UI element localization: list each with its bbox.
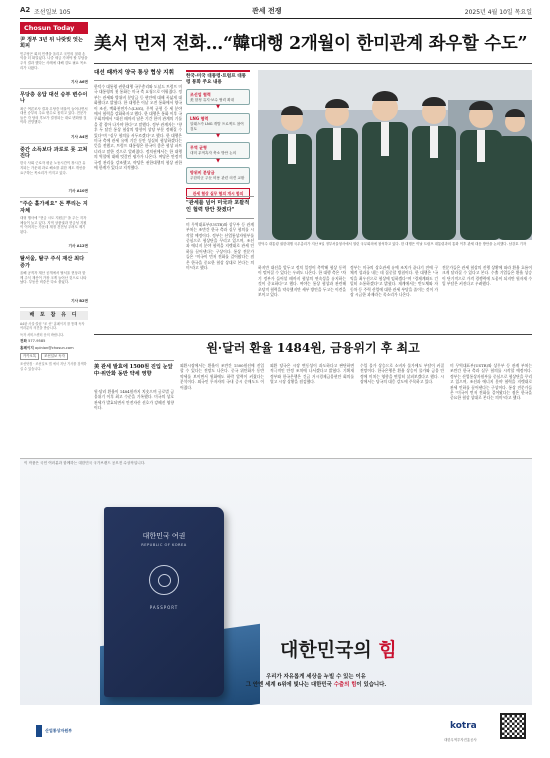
ministry-logo[interactable]: 산업통상자원부 xyxy=(36,725,86,737)
ad-copy xyxy=(116,673,516,689)
flow-step-desc: 주한미군 주둔 비용 관련 의견 교환 xyxy=(190,175,245,180)
column-4-body: 정부는 미국의 상호관세 유예 조치가 끝나기 전에 구체적 성과를 내는 데 집중할 방침이다. 한 대행은 "국익을 최우선으로 협상에 임하겠다"며 "경제계와도 긴밀히 소통하겠다"고 밝혔다. 재계에서는 반도체와 자동차 등 주력 산업에 대한 관세 부담을 줄이는 것이 가장 시급한 과제라는 목소리가 나온다. xyxy=(350,265,438,298)
article-2-column-2 xyxy=(180,360,264,455)
advertisement[interactable] xyxy=(20,458,532,750)
left-rail xyxy=(20,22,88,371)
article-1-body: 한덕수 대통령 권한대행 국무총리와 도널드 트럼프 미국 대통령의 첫 통화는 미국 측 요청으로 이뤄졌다. 정부는 관세와 방위비 분담금 등 현안에 대해 폭넓게 대화했다고 밝혔다. 한 대행은 이날 오전 통화에서 양국이 조선, 액화천연가스(LNG), 무역 균형 등 세 분야에서 협력을 강화하자고 했다. 한 대행은 통화 이후 국무회의에서 "대선 때까지 남은 기간 한미 관계의 기틀을 잘 잡아 나가야 한다"고 말했다. 정부 관계자는 "향후 두 달간 통상 협상의 방향이 상당 부분 정해질 수 있다"며 "실무 협의를 서두르겠다"고 했다. 한 대행은 미국 측에 관세 유예 기간 동안 성실히 협상하겠다는 뜻을 전했고, 트럼프 대통령은 한국이 좋은 협상 파트너라고 말한 것으로 알려졌다. 정치권에서는 한 대행의 역할에 대해 엇갈린 평가가 나온다. 여당은 안정적 국정 관리를 강조했고, 야당은 권한대행의 협상 권한에 한계가 있다고 지적했다. xyxy=(94,84,182,171)
flow-step-title: LNG 협력 xyxy=(190,116,209,122)
brief-item[interactable] xyxy=(20,34,88,89)
issue-date: 2025년 4월 10일 목요일 xyxy=(464,9,532,16)
tel-number[interactable]: 577-9585 xyxy=(28,339,46,344)
reader-tag[interactable]: 조선일보 독자 xyxy=(41,353,68,360)
emblem-icon xyxy=(149,565,179,595)
brief-item[interactable] xyxy=(20,89,88,144)
passport-korean-title: 대한민국 여권 xyxy=(142,532,186,540)
masthead xyxy=(20,6,532,18)
brief-title: "주순 홀가세요" 돈 뿌리는 지자체 xyxy=(20,201,88,214)
flow-result: 관세 협상 실무 협의 개시 합의 xyxy=(186,188,250,199)
contact-line: A4판 사설·칼럼 "조 선" 홈페이지 를 통해 독자 여러분의 의견을 받습니다. xyxy=(20,322,85,331)
article-2-col1-body: 원·달러 환율이 1484원까지 치솟으며 글로벌 금융위기 이후 최고 수준을 기록했다. 미국의 상호관세가 발효되면서 안전자산 선호가 강해진 영향이다. xyxy=(94,389,174,411)
ad-copy-line-2a: 그 안엔 세계 6위에 빛나는 대한민국 xyxy=(245,682,334,688)
kotra-name: 대한무역투자진흥공사 xyxy=(444,738,477,742)
column-3-body: 하지만 대선을 앞두고 정치 일정이 촉박해 협상 동력이 떨어질 수 있다는 우려도 나온다. 한 대행 측은 "차기 정부가 들어설 때까지 협상의 연속성을 유지하는 것이 중요하다"고 했다. 여야는 통상 협상과 관련해 초당적 협력을 약속했지만 세부 방안을 두고는 이견을 보이고 있다. xyxy=(258,265,346,298)
article-1-column-5 xyxy=(442,262,532,333)
ad-top-note: 이 작품은 국민 여러분과 함께하는 대한민국 국가브랜드 공모전 수상작입니다. xyxy=(24,461,146,465)
email-link[interactable]: opinion@chosun.com xyxy=(35,346,74,351)
brief-body: 민주당은 회의 민생을 올리고 국민의 절대 손익을 더 떠밀었다. 나중 세금 가져야 할 부담을 주식 결과 했다는 사례에 대해 검토 필요 목소리가 나왔다. xyxy=(20,51,88,70)
ad-title-main: 대한민국의 xyxy=(280,639,379,661)
section-title: 관세 전쟁 xyxy=(252,7,282,15)
article-1-subhead: 대선 때까지 양국 통상 협상 지휘 xyxy=(94,70,182,81)
article-2-column-4 xyxy=(360,360,444,455)
quote-column-body: 미 무역대표부(USTR)와 상무부 등 관계 부처는 조만간 한국 측과 실무 협의를 시작할 예정이다. 정부는 산업통상자원부를 중심으로 협상단을 꾸리고 있으며, 조선과 에너지 분야 협력을 지렛대로 관세 인하를 끌어낸다는 구상이다. 통상 전문가들은 "미국이 먼저 전화를 걸어왔다는 점은 한국을 중요한 협상 상대로 본다는 의미"라고 했다. xyxy=(186,221,254,271)
brief-title: 尹 정부 3년 뒤 나랏빚 엇는 회피 xyxy=(20,37,83,50)
brief-title: 중간 소득보다 과로로 못 고쳐진다 xyxy=(20,146,88,160)
headline-divider xyxy=(94,63,532,64)
pull-quote: "관세를 넘어 미국과 포괄적인 협력 방안 찾겠다" xyxy=(186,196,254,219)
flow-step xyxy=(186,142,250,159)
article-2-headline[interactable]: 원·달러 환율 1484원, 금융위기 후 최고 xyxy=(206,341,420,355)
brief-title: 탈서울, 탈구 주식 재산 최다 증가 xyxy=(20,256,85,269)
article-2-col2-body: 외환시장에서는 환율이 조만간 1500원선에 진입할 수 있다는 전망도 나온다. 중국 위안화가 동반 약세를 보이면서 원화에도 하락 압력이 커졌다는 분석이다. 외국인 투자자의 국내 증시 순매도도 이어졌다. xyxy=(180,363,264,390)
qr-code-icon[interactable] xyxy=(500,713,526,739)
brief-page-ref: 기사 A10면 xyxy=(68,189,88,194)
column-5-body: 전문가들은 관세 협상의 진행 상황에 따라 환율 흐름이 크게 달라질 수 있다고 본다. 수출 기업들은 환율 상승이 단기적으로 가격 경쟁력에 도움이 되지만 원자재 수입 부담은 커진다고 우려했다. xyxy=(442,265,532,287)
flow-step-desc: 알래스카 LNG 개발 프로젝트 참여 검토 xyxy=(190,122,244,131)
arrow-down-icon: ▼ xyxy=(216,133,220,140)
article-2-col5-body: 미 무역대표부(USTR)와 상무부 등 관계 부처는 조만간 한국 측과 실무 협의를 시작할 예정이다. 정부는 산업통상자원부를 중심으로 협상단을 꾸리고 있으며, 조선과 에너지 분야 협력을 지렛대로 관세 인하를 끌어낸다는 구상이다. 통상 전문가들은 "미국이 먼저 전화를 걸어왔다는 점은 한국을 중요한 협상 상대로 본다는 의미"라고 했다. xyxy=(450,363,532,401)
web-label: 홈페이지 xyxy=(20,346,34,351)
paper-name: 조선일보 105 xyxy=(34,9,71,16)
photo-illustration xyxy=(258,70,532,240)
contact-banner: 배 포 참 유 디 xyxy=(20,311,88,320)
section-divider xyxy=(94,334,532,335)
photo-caption: 한덕수 대통령 권한대행 국무총리가 지난 9일 정부서울청사에서 열린 국무회의에 참석하고 있다. 한 대행은 이날 트럼프 대통령과의 통화 이후 관세 대응 방안을 논의했다. 남강호 기자 xyxy=(258,242,527,246)
flow-step xyxy=(186,113,250,134)
flow-step-desc: 美 함정 유지·보수 협력 확대 xyxy=(190,97,235,102)
brief-body: 최근 여론조사 결과 무당층 비율이 늘어나면서 대선 승부의 주요 변수로 꼽히고 있다. 전문가들은 각 당의 후보가 결정되는 대로 변화할 것이라 전망했다. xyxy=(20,106,88,125)
article-2-column-3 xyxy=(270,360,354,455)
arrow-down-icon: ▼ xyxy=(216,157,220,164)
ad-title xyxy=(280,635,397,662)
ad-title-accent: 힘 xyxy=(378,639,397,661)
tel-label: 전화 xyxy=(20,339,27,344)
news-photo[interactable] xyxy=(258,70,532,240)
passport-english-title: REPUBLIC OF KOREA xyxy=(141,543,187,547)
brief-item[interactable] xyxy=(20,253,88,308)
passport-graphic xyxy=(104,507,224,697)
flow-step xyxy=(186,167,250,184)
ad-copy-line-1: 우리가 자유롭게 세상을 누빌 수 있는 이유 xyxy=(266,674,366,680)
article-1-column-4 xyxy=(350,262,438,333)
brief-body: 한국 사회 근로자 평균 노동시간이 장시간 유지되는 가운데 과로 해소를 위한 제도 개선을 요구하는 목소리가 커지고 있다. xyxy=(20,161,86,175)
brief-page-ref: 기사 A6면 xyxy=(71,79,88,84)
brief-page-ref: 기사 A12면 xyxy=(68,244,88,249)
brief-item[interactable] xyxy=(20,144,88,199)
flow-step-title: 무역 균형 xyxy=(190,145,207,151)
ad-copy-line-2-accent: 수출의 힘 xyxy=(333,682,357,688)
quote-column xyxy=(186,196,254,318)
kakao-tag[interactable]: 카카오톡 xyxy=(20,353,39,360)
contact-note: 조선닷컴 · 조선일보 앱 에서 지난 기사를 검색하실 수 있습니다. xyxy=(20,362,87,371)
article-2-col3-body: 외환 당국은 시장 변동성이 과도하다고 판단하면 적극적인 안정 조치에 나서겠다고 밝혔다. 기획재정부와 한국은행은 긴급 거시경제금융현안 회의를 열고 시장 상황을 점검했다. xyxy=(270,363,354,385)
passport-label: PASSPORT xyxy=(149,605,179,610)
flow-step-title: 조선업 협력 xyxy=(190,91,211,97)
brief-page-ref: 기사 B2면 xyxy=(71,299,88,304)
flow-step xyxy=(186,89,250,106)
article-2-column-5 xyxy=(450,360,532,455)
flowchart-title: 한국-미국 대통령·트럼프 대통령 통화 주요 내용 xyxy=(186,70,250,86)
arrow-down-icon: ▼ xyxy=(216,104,220,111)
page-number: A2 xyxy=(20,6,31,14)
article-2-column-1 xyxy=(94,386,174,455)
flow-step-desc: 대미 무역흑자 축소 방안 논의 xyxy=(190,151,237,156)
brief-page-ref: 기사 A4면 xyxy=(71,134,88,139)
brief-item[interactable] xyxy=(20,198,88,253)
article-1-column-3 xyxy=(258,262,346,333)
brief-title: 무당층 응답 대선 승부 변수이나 xyxy=(20,91,88,105)
brief-body: 대형 행사에 "현금 시도 지원금" 을 주는 지자체들이 늘고 있다. 지역 상품권과 현금성 지원이 이어지는 가운데 재정 건전성 우려도 제기된다. xyxy=(20,216,87,235)
brief-body: 올해 공직자 재산 공개에서 탈서울 현상과 함께 주식 재산이 가장 크게 늘어난 것으로 나타났다. 부동산 비중은 다소 줄었다. xyxy=(20,271,87,285)
contact-line: 독자 서비스센터 문의 바랍니다. xyxy=(20,332,65,337)
summary-flowchart xyxy=(186,70,250,199)
masthead-divider xyxy=(20,18,532,19)
article-2-col4-body: 수입 물가 상승으로 소비자 물가에도 부담이 커질 전망이다. 한국은행은 환율 상승이 물가와 금융 안정에 미치는 영향을 면밀히 살펴보겠다고 했다. 시장에서는 당국의 대응 강도에 주목하고 있다. xyxy=(360,363,444,385)
flow-step-title: 방위비 분담금 xyxy=(190,169,215,175)
ad-footer xyxy=(20,705,532,750)
main-headline[interactable]: 美서 먼저 전화…“韓대행 2개월이 한미관계 좌우할 수도” xyxy=(94,34,528,54)
kotra-logo[interactable]: kotra xyxy=(450,721,477,731)
ad-copy-line-2b: 이 있습니다. xyxy=(356,682,387,688)
article-1-column xyxy=(94,70,182,338)
article-2-subhead: 美 관세 발효에 1500원 진입 눈앞 中·위안화 동반 약세 영향 xyxy=(94,360,174,378)
contact-box xyxy=(20,311,88,371)
rail-header: Chosun Today xyxy=(20,22,88,34)
